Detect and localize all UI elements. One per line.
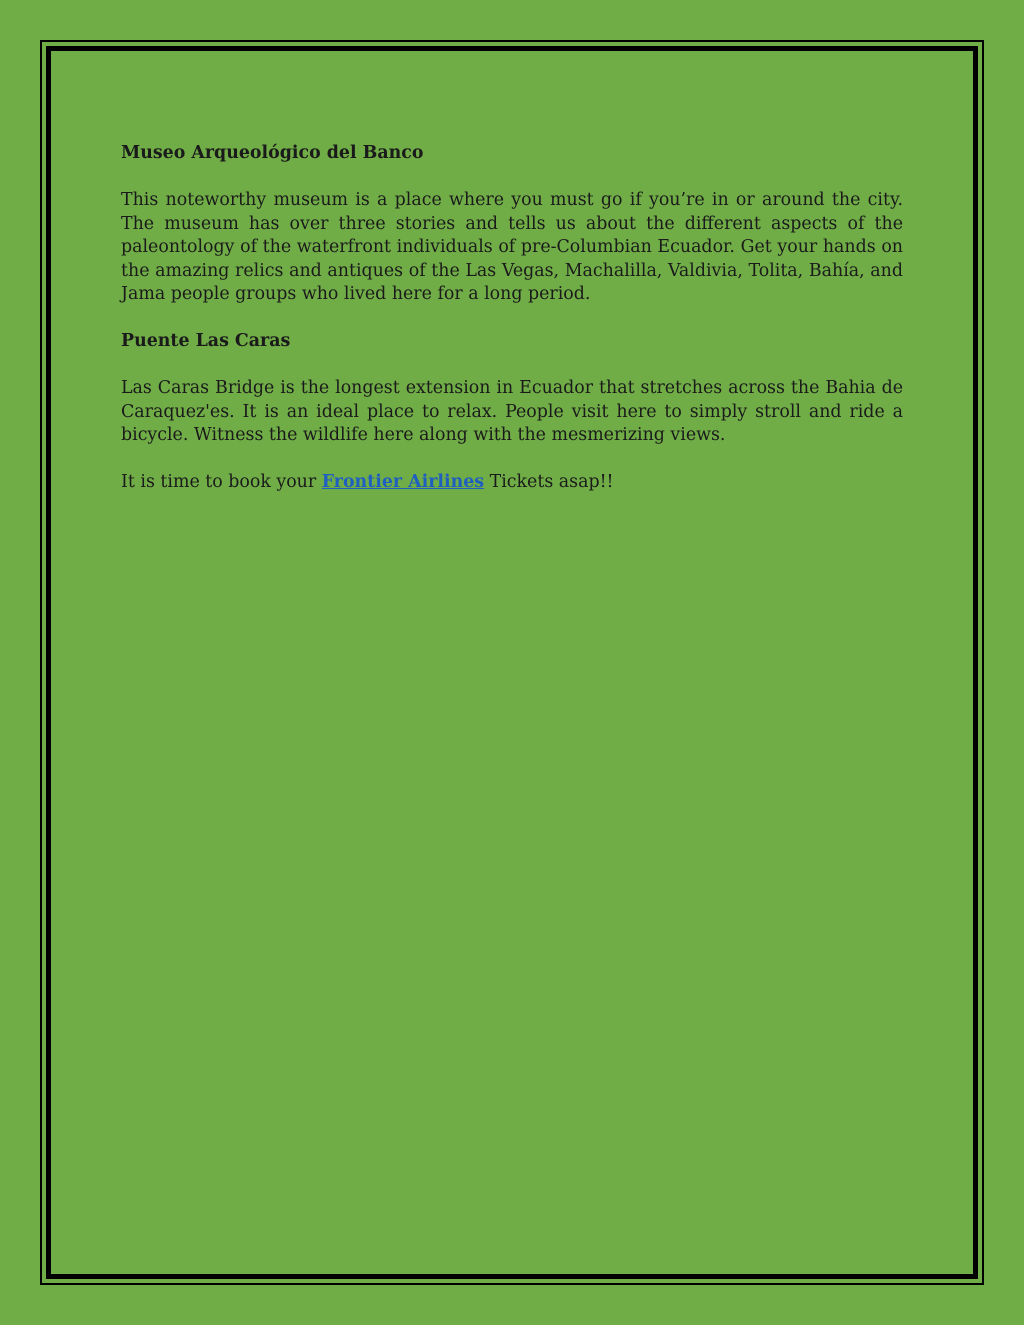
section-heading-puente: Puente Las Caras [121,331,291,351]
closing-prefix: It is time to book your [121,472,322,492]
section-paragraph-museo: This noteworthy museum is a place where you must go if you’re in or around the city. The museum has over three stories and tells us about the different aspects of the paleontology of the waterfront individuals of pre-Columbian Ecuador. Get your hands on the amazing relics and antiques of the Las Vegas, Machalilla, Valdivia, Tolita, Bahía, and Jama people groups who lived here for a long period. [121,190,903,304]
closing-suffix: Tickets asap!! [484,472,614,492]
frontier-airlines-link[interactable]: Frontier Airlines [321,472,485,492]
closing-line [121,471,903,495]
section-heading-museo: Museo Arqueológico del Banco [121,143,424,163]
section-paragraph-puente: Las Caras Bridge is the longest extension in Ecuador that stretches across the Bahia de Caraquez'es. It is an ideal place to relax. People visit here to simply stroll and ride a bicycle. Witness the wildlife here along with the mesmerizing views. [121,378,903,445]
document-body [121,142,903,518]
